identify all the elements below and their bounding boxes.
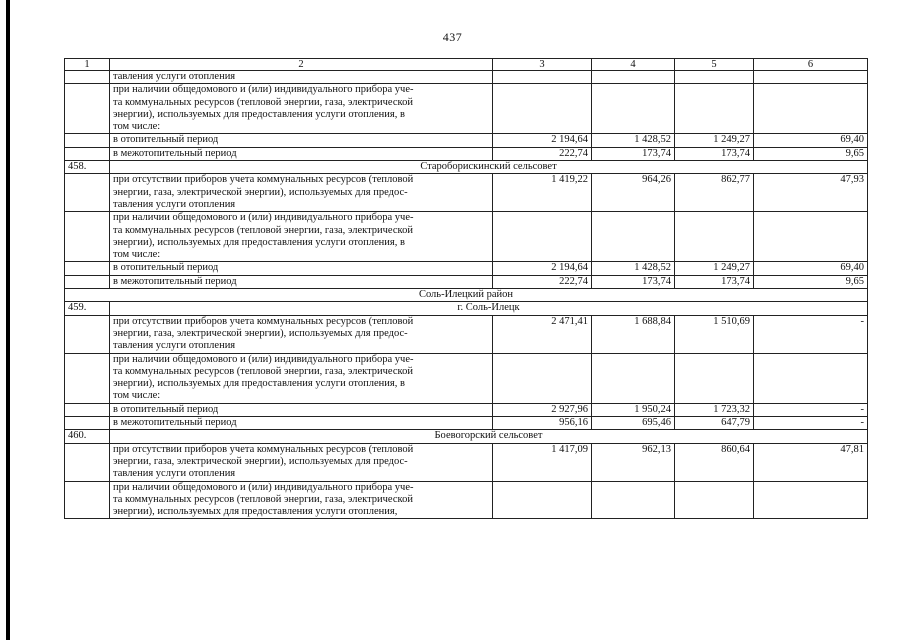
table-row bbox=[65, 443, 868, 481]
description-cell: при отсутствии приборов учета коммунальных ресурсов (тепловой энергии, газа, электрической энергии), используемых для предос- тавления услуги отопления bbox=[110, 174, 493, 212]
value-cell-col4 bbox=[592, 84, 675, 134]
table-row bbox=[65, 134, 868, 147]
value-cell-col3 bbox=[493, 84, 592, 134]
value-cell-col4: 173,74 bbox=[592, 147, 675, 160]
value-cell-col6: 9,65 bbox=[754, 275, 868, 288]
tariff-table bbox=[64, 58, 868, 519]
value-cell-col3 bbox=[493, 481, 592, 519]
value-cell-col3: 1 417,09 bbox=[493, 443, 592, 481]
table-row bbox=[65, 275, 868, 288]
description-cell: в отопительный период bbox=[110, 403, 493, 416]
description-cell: в межотопительный период bbox=[110, 417, 493, 430]
table-row bbox=[65, 212, 868, 262]
table-header-row bbox=[65, 59, 868, 71]
value-cell-col6 bbox=[754, 353, 868, 403]
value-cell-col6: - bbox=[754, 417, 868, 430]
value-cell-col4: 1 688,84 bbox=[592, 315, 675, 353]
description-cell: при наличии общедомового и (или) индивидуального прибора уче- та коммунальных ресурсов (тепловой энергии, газа, электрической энергии), используемых для предоставления услуги отопления, в том числе: bbox=[110, 353, 493, 403]
table-row bbox=[65, 71, 868, 84]
value-cell-col3 bbox=[493, 353, 592, 403]
table-row bbox=[65, 147, 868, 160]
value-cell-col6: 47,81 bbox=[754, 443, 868, 481]
description-cell: в межотопительный период bbox=[110, 147, 493, 160]
table-row bbox=[65, 161, 868, 174]
value-cell-col6: 9,65 bbox=[754, 147, 868, 160]
value-cell-col5: 1 723,32 bbox=[675, 403, 754, 416]
value-cell-col6 bbox=[754, 84, 868, 134]
value-cell-col5: 1 249,27 bbox=[675, 262, 754, 275]
value-cell-col6: 69,40 bbox=[754, 134, 868, 147]
value-cell-col3: 2 927,96 bbox=[493, 403, 592, 416]
value-cell-col4: 962,13 bbox=[592, 443, 675, 481]
value-cell-col5: 1 249,27 bbox=[675, 134, 754, 147]
value-cell-col4: 1 950,24 bbox=[592, 403, 675, 416]
value-cell-col6 bbox=[754, 212, 868, 262]
value-cell-col5: 1 510,69 bbox=[675, 315, 754, 353]
description-cell: при наличии общедомового и (или) индивидуального прибора уче- та коммунальных ресурсов (тепловой энергии, газа, электрической энергии), используемых для предоставления услуги отопления, в том числе: bbox=[110, 84, 493, 134]
value-cell-col4 bbox=[592, 481, 675, 519]
table-row bbox=[65, 417, 868, 430]
table-row bbox=[65, 353, 868, 403]
value-cell-col6 bbox=[754, 71, 868, 84]
table-row bbox=[65, 430, 868, 443]
description-cell: в отопительный период bbox=[110, 262, 493, 275]
table-row bbox=[65, 174, 868, 212]
row-number-cell bbox=[65, 147, 110, 160]
value-cell-col6: - bbox=[754, 315, 868, 353]
row-number-cell bbox=[65, 174, 110, 212]
description-cell: при наличии общедомового и (или) индивидуального прибора уче- та коммунальных ресурсов (тепловой энергии, газа, электрической энергии), используемых для предоставления услуги отопления, в том числе: bbox=[110, 212, 493, 262]
table-row bbox=[65, 481, 868, 519]
value-cell-col3: 222,74 bbox=[493, 275, 592, 288]
row-number-cell bbox=[65, 212, 110, 262]
value-cell-col3: 2 194,64 bbox=[493, 134, 592, 147]
row-number-cell: 459. bbox=[65, 302, 110, 315]
table-row bbox=[65, 403, 868, 416]
page-number: 437 bbox=[442, 30, 463, 44]
value-cell-col5: 173,74 bbox=[675, 147, 754, 160]
value-cell-col4: 695,46 bbox=[592, 417, 675, 430]
table-row bbox=[65, 84, 868, 134]
value-cell-col4: 173,74 bbox=[592, 275, 675, 288]
row-number-cell bbox=[65, 315, 110, 353]
row-number-cell bbox=[65, 84, 110, 134]
row-number-cell: 460. bbox=[65, 430, 110, 443]
value-cell-col3: 1 419,22 bbox=[493, 174, 592, 212]
value-cell-col3: 956,16 bbox=[493, 417, 592, 430]
value-cell-col4: 1 428,52 bbox=[592, 262, 675, 275]
value-cell-col3 bbox=[493, 71, 592, 84]
table-row bbox=[65, 315, 868, 353]
description-cell: при наличии общедомового и (или) индивидуального прибора уче- та коммунальных ресурсов (тепловой энергии, газа, электрической энергии), используемых для предоставления услуги отопления, bbox=[110, 481, 493, 519]
description-cell: при отсутствии приборов учета коммунальных ресурсов (тепловой энергии, газа, электрической энергии), используемых для предос- тавления услуги отопления bbox=[110, 443, 493, 481]
column-header-3: 3 bbox=[493, 59, 592, 71]
row-number-cell bbox=[65, 417, 110, 430]
column-header-1: 1 bbox=[65, 59, 110, 71]
value-cell-col3 bbox=[493, 212, 592, 262]
value-cell-col5 bbox=[675, 212, 754, 262]
value-cell-col3: 2 471,41 bbox=[493, 315, 592, 353]
table-row bbox=[65, 289, 868, 302]
table-row bbox=[65, 262, 868, 275]
table-row bbox=[65, 302, 868, 315]
value-cell-col6 bbox=[754, 481, 868, 519]
value-cell-col4 bbox=[592, 212, 675, 262]
row-number-cell bbox=[65, 134, 110, 147]
group-name-cell: г. Соль-Илецк bbox=[110, 302, 868, 315]
row-number-cell bbox=[65, 443, 110, 481]
row-number-cell bbox=[65, 71, 110, 84]
value-cell-col5: 647,79 bbox=[675, 417, 754, 430]
description-cell: в отопительный период bbox=[110, 134, 493, 147]
row-number-cell bbox=[65, 353, 110, 403]
column-header-6: 6 bbox=[754, 59, 868, 71]
value-cell-col5: 173,74 bbox=[675, 275, 754, 288]
value-cell-col5 bbox=[675, 481, 754, 519]
value-cell-col5 bbox=[675, 84, 754, 134]
row-number-cell: 458. bbox=[65, 161, 110, 174]
value-cell-col5 bbox=[675, 353, 754, 403]
value-cell-col6: 47,93 bbox=[754, 174, 868, 212]
value-cell-col5: 862,77 bbox=[675, 174, 754, 212]
value-cell-col5: 860,64 bbox=[675, 443, 754, 481]
description-cell: при отсутствии приборов учета коммунальных ресурсов (тепловой энергии, газа, электрической энергии), используемых для предос- тавления услуги отопления bbox=[110, 315, 493, 353]
row-number-cell bbox=[65, 262, 110, 275]
value-cell-col6: - bbox=[754, 403, 868, 416]
row-number-cell bbox=[65, 275, 110, 288]
value-cell-col5 bbox=[675, 71, 754, 84]
value-cell-col4 bbox=[592, 353, 675, 403]
description-cell: тавления услуги отопления bbox=[110, 71, 493, 84]
value-cell-col6: 69,40 bbox=[754, 262, 868, 275]
value-cell-col4 bbox=[592, 71, 675, 84]
column-header-4: 4 bbox=[592, 59, 675, 71]
value-cell-col4: 1 428,52 bbox=[592, 134, 675, 147]
description-cell: в межотопительный период bbox=[110, 275, 493, 288]
value-cell-col4: 964,26 bbox=[592, 174, 675, 212]
column-header-2: 2 bbox=[110, 59, 493, 71]
value-cell-col3: 222,74 bbox=[493, 147, 592, 160]
group-name-cell: Боевогорский сельсовет bbox=[110, 430, 868, 443]
value-cell-col3: 2 194,64 bbox=[493, 262, 592, 275]
row-number-cell bbox=[65, 403, 110, 416]
region-name-cell: Соль-Илецкий район bbox=[65, 289, 868, 302]
row-number-cell bbox=[65, 481, 110, 519]
binding-edge bbox=[6, 0, 10, 640]
column-header-5: 5 bbox=[675, 59, 754, 71]
group-name-cell: Староборискинский сельсовет bbox=[110, 161, 868, 174]
